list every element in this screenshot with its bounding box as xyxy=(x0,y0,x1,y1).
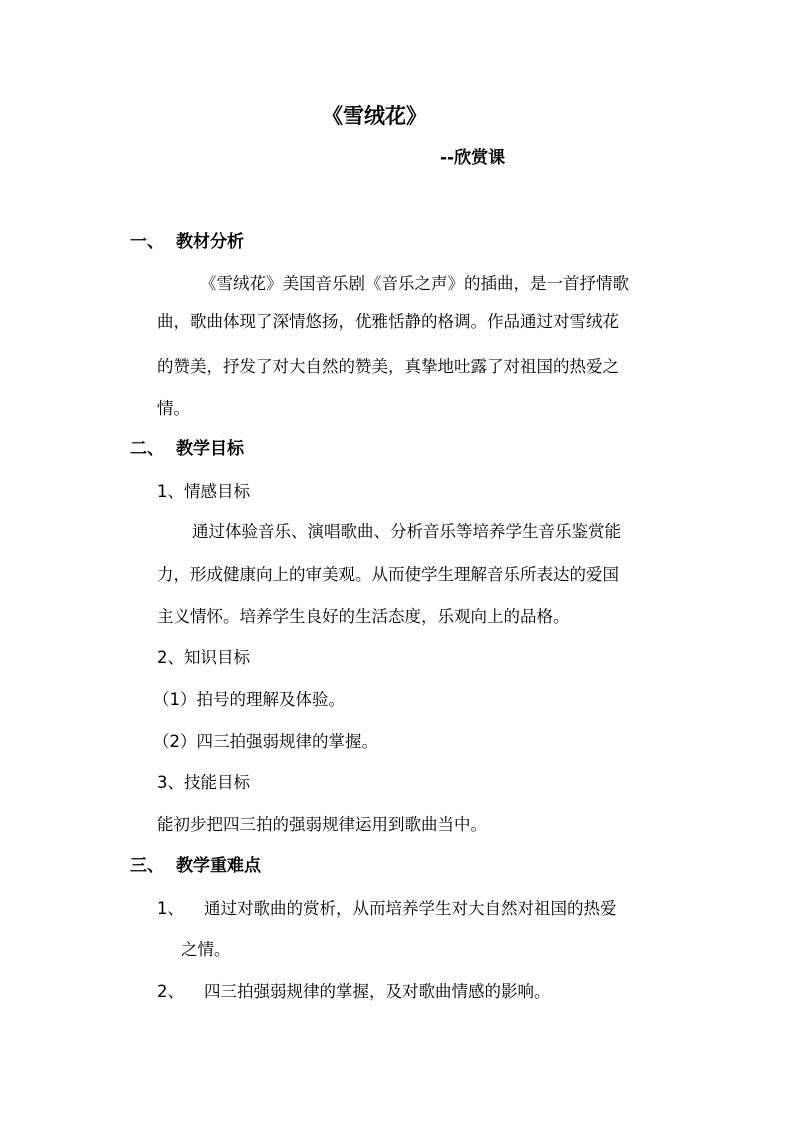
section-2-number: 二、 xyxy=(130,439,164,459)
section-2-paragraph-line: 力，形成健康向上的审美观。从而使学生理解音乐所表达的爱国 xyxy=(157,565,619,584)
document-title: 《雪绒花》 xyxy=(322,104,427,128)
section-1-number: 一、 xyxy=(130,232,164,252)
subsection-heading: 3、技能目标 xyxy=(157,773,250,792)
section-2-paragraph-line: 通过体验音乐、演唱歌曲、分析音乐等培养学生音乐鉴赏能 xyxy=(192,522,621,541)
section-3-number: 三、 xyxy=(130,856,164,876)
list-item: （1）拍号的理解及体验。 xyxy=(153,690,345,709)
subsection-heading: 1、情感目标 xyxy=(157,482,250,501)
list-item: （2）四三拍强弱规律的掌握。 xyxy=(153,732,378,751)
section-1-paragraph-line: 《雪绒花》美国音乐剧《音乐之声》的插曲，是一首抒情歌 xyxy=(200,274,629,293)
section-2-heading: 教学目标 xyxy=(176,439,244,459)
section-1-paragraph-line: 情。 xyxy=(157,399,190,418)
point-number: 2、 xyxy=(157,982,184,1001)
document-subtitle: --欣赏课 xyxy=(440,148,506,168)
section-1-heading: 教材分析 xyxy=(176,232,244,252)
point-line: 之情。 xyxy=(181,940,231,959)
point-line: 四三拍强弱规律的掌握，及对歌曲情感的影响。 xyxy=(204,982,551,1001)
subsection-heading: 2、知识目标 xyxy=(157,648,250,667)
section-1-paragraph-line: 的赞美，抒发了对大自然的赞美，真挚地吐露了对祖国的热爱之 xyxy=(157,357,619,376)
point-line: 通过对歌曲的赏析，从而培养学生对大自然对祖国的热爱 xyxy=(204,899,617,918)
point-number: 1、 xyxy=(157,899,184,918)
section-2-paragraph-line: 主义情怀。培养学生良好的生活态度，乐观向上的品格。 xyxy=(157,607,570,626)
section-2-paragraph-line: 能初步把四三拍的强弱规律运用到歌曲当中。 xyxy=(157,815,487,834)
section-1-paragraph-line: 曲，歌曲体现了深情悠扬，优雅恬静的格调。作品通过对雪绒花 xyxy=(157,312,619,331)
section-3-heading: 教学重难点 xyxy=(176,856,261,876)
